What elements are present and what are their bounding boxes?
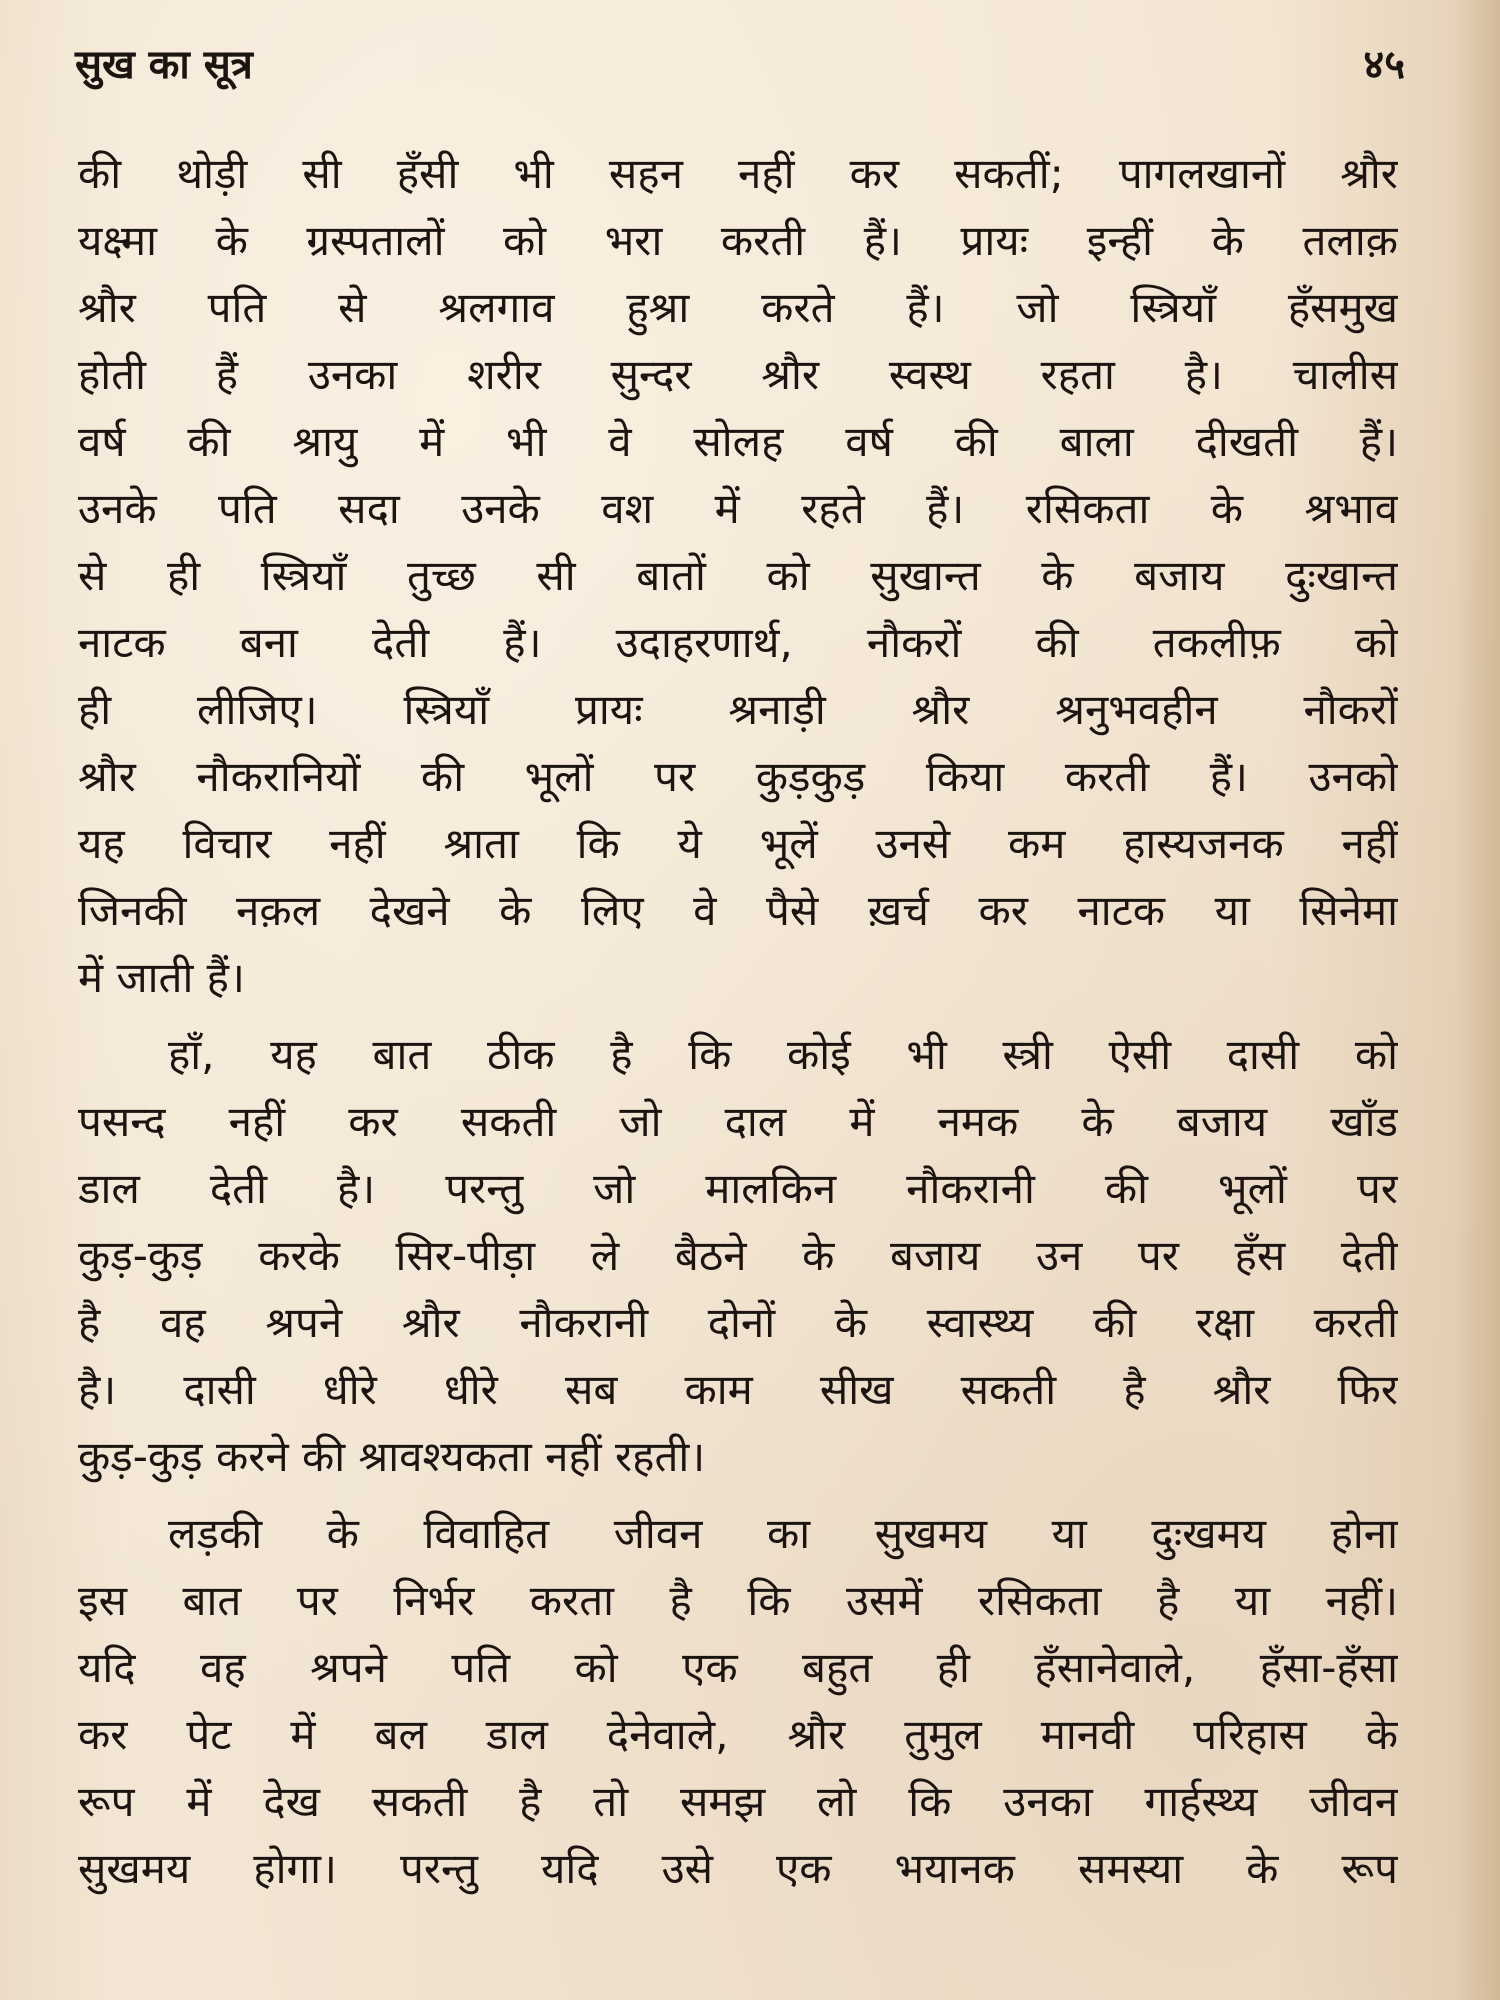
running-title: सुख का सूत्र	[75, 42, 253, 88]
text-line: से ही स्त्रियाँ तुच्छ सी बातों को सुखान्त के बजाय दुःखान्त	[78, 551, 1398, 600]
paragraph-gap	[78, 1011, 1398, 1021]
text-line: यदि वह श्रपने पति को एक बहुत ही हँसानेवाले, हँसा-हँसा	[78, 1643, 1398, 1692]
paragraph-3	[78, 1500, 1398, 1902]
paragraph-1	[78, 140, 1398, 1011]
text-line: यक्ष्मा के ग्रस्पतालों को भरा करती हैं। प्रायः इन्हीं के तलाक़	[78, 216, 1398, 265]
page-header	[75, 30, 1405, 100]
text-line: यह विचार नहीं श्राता कि ये भूलें उनसे कम हास्यजनक नहीं	[78, 819, 1398, 868]
text-line: कुड़-कुड़ करके सिर-पीड़ा ले बैठने के बजाय उन पर हँस देती	[78, 1231, 1398, 1280]
text-line: सुखमय होगा। परन्तु यदि उसे एक भयानक समस्या के रूप	[78, 1844, 1398, 1893]
text-line: कर पेट में बल डाल देनेवाले, श्रौर तुमुल मानवी परिहास के	[78, 1710, 1398, 1759]
page-number: ४५	[1363, 42, 1405, 88]
text-line: हाँ, यह बात ठीक है कि कोई भी स्त्री ऐसी दासी को	[168, 1030, 1398, 1079]
text-line: लड़की के विवाहित जीवन का सुखमय या दुःखमय होना	[168, 1509, 1398, 1558]
text-line: श्रौर नौकरानियों की भूलों पर कुड़कुड़ किया करती हैं। उनको	[78, 752, 1398, 801]
text-line: होती हैं उनका शरीर सुन्दर श्रौर स्वस्थ रहता है। चालीस	[78, 350, 1398, 399]
text-line: श्रौर पति से श्रलगाव हुश्रा करते हैं। जो स्त्रियाँ हँसमुख	[78, 283, 1398, 332]
text-line: उनके पति सदा उनके वश में रहते हैं। रसिकता के श्रभाव	[78, 484, 1398, 533]
text-line: रूप में देख सकती है तो समझ लो कि उनका गार्हस्थ्य जीवन	[78, 1777, 1398, 1826]
paragraph-2	[78, 1021, 1398, 1490]
text-line: पसन्द नहीं कर सकती जो दाल में नमक के बजाय खाँड	[78, 1097, 1398, 1146]
text-line: की थोड़ी सी हँसी भी सहन नहीं कर सकतीं; पागलखानों श्रौर	[78, 149, 1398, 198]
body-text	[78, 140, 1398, 1902]
text-line: ही लीजिए। स्त्रियाँ प्रायः श्रनाड़ी श्रौर श्रनुभवहीन नौकरों	[78, 685, 1398, 734]
text-line: है। दासी धीरे धीरे सब काम सीख सकती है श्रौर फिर	[78, 1365, 1398, 1414]
text-line: डाल देती है। परन्तु जो मालकिन नौकरानी की भूलों पर	[78, 1164, 1398, 1213]
text-line: है वह श्रपने श्रौर नौकरानी दोनों के स्वास्थ्य की रक्षा करती	[78, 1298, 1398, 1347]
text-line: जिनकी नक़ल देखने के लिए वे पैसे ख़र्च कर नाटक या सिनेमा	[78, 886, 1398, 935]
text-line: में जाती हैं।	[78, 953, 245, 1002]
text-line: कुड़-कुड़ करने की श्रावश्यकता नहीं रहती।	[78, 1432, 706, 1481]
text-line: नाटक बना देती हैं। उदाहरणार्थ, नौकरों की तकलीफ़ को	[78, 618, 1398, 667]
text-line: इस बात पर निर्भर करता है कि उसमें रसिकता है या नहीं।	[78, 1576, 1398, 1625]
page-edge-shadow	[1454, 0, 1500, 2000]
paragraph-gap	[78, 1490, 1398, 1500]
text-line: वर्ष की श्रायु में भी वे सोलह वर्ष की बाला दीखती हैं।	[78, 417, 1398, 466]
